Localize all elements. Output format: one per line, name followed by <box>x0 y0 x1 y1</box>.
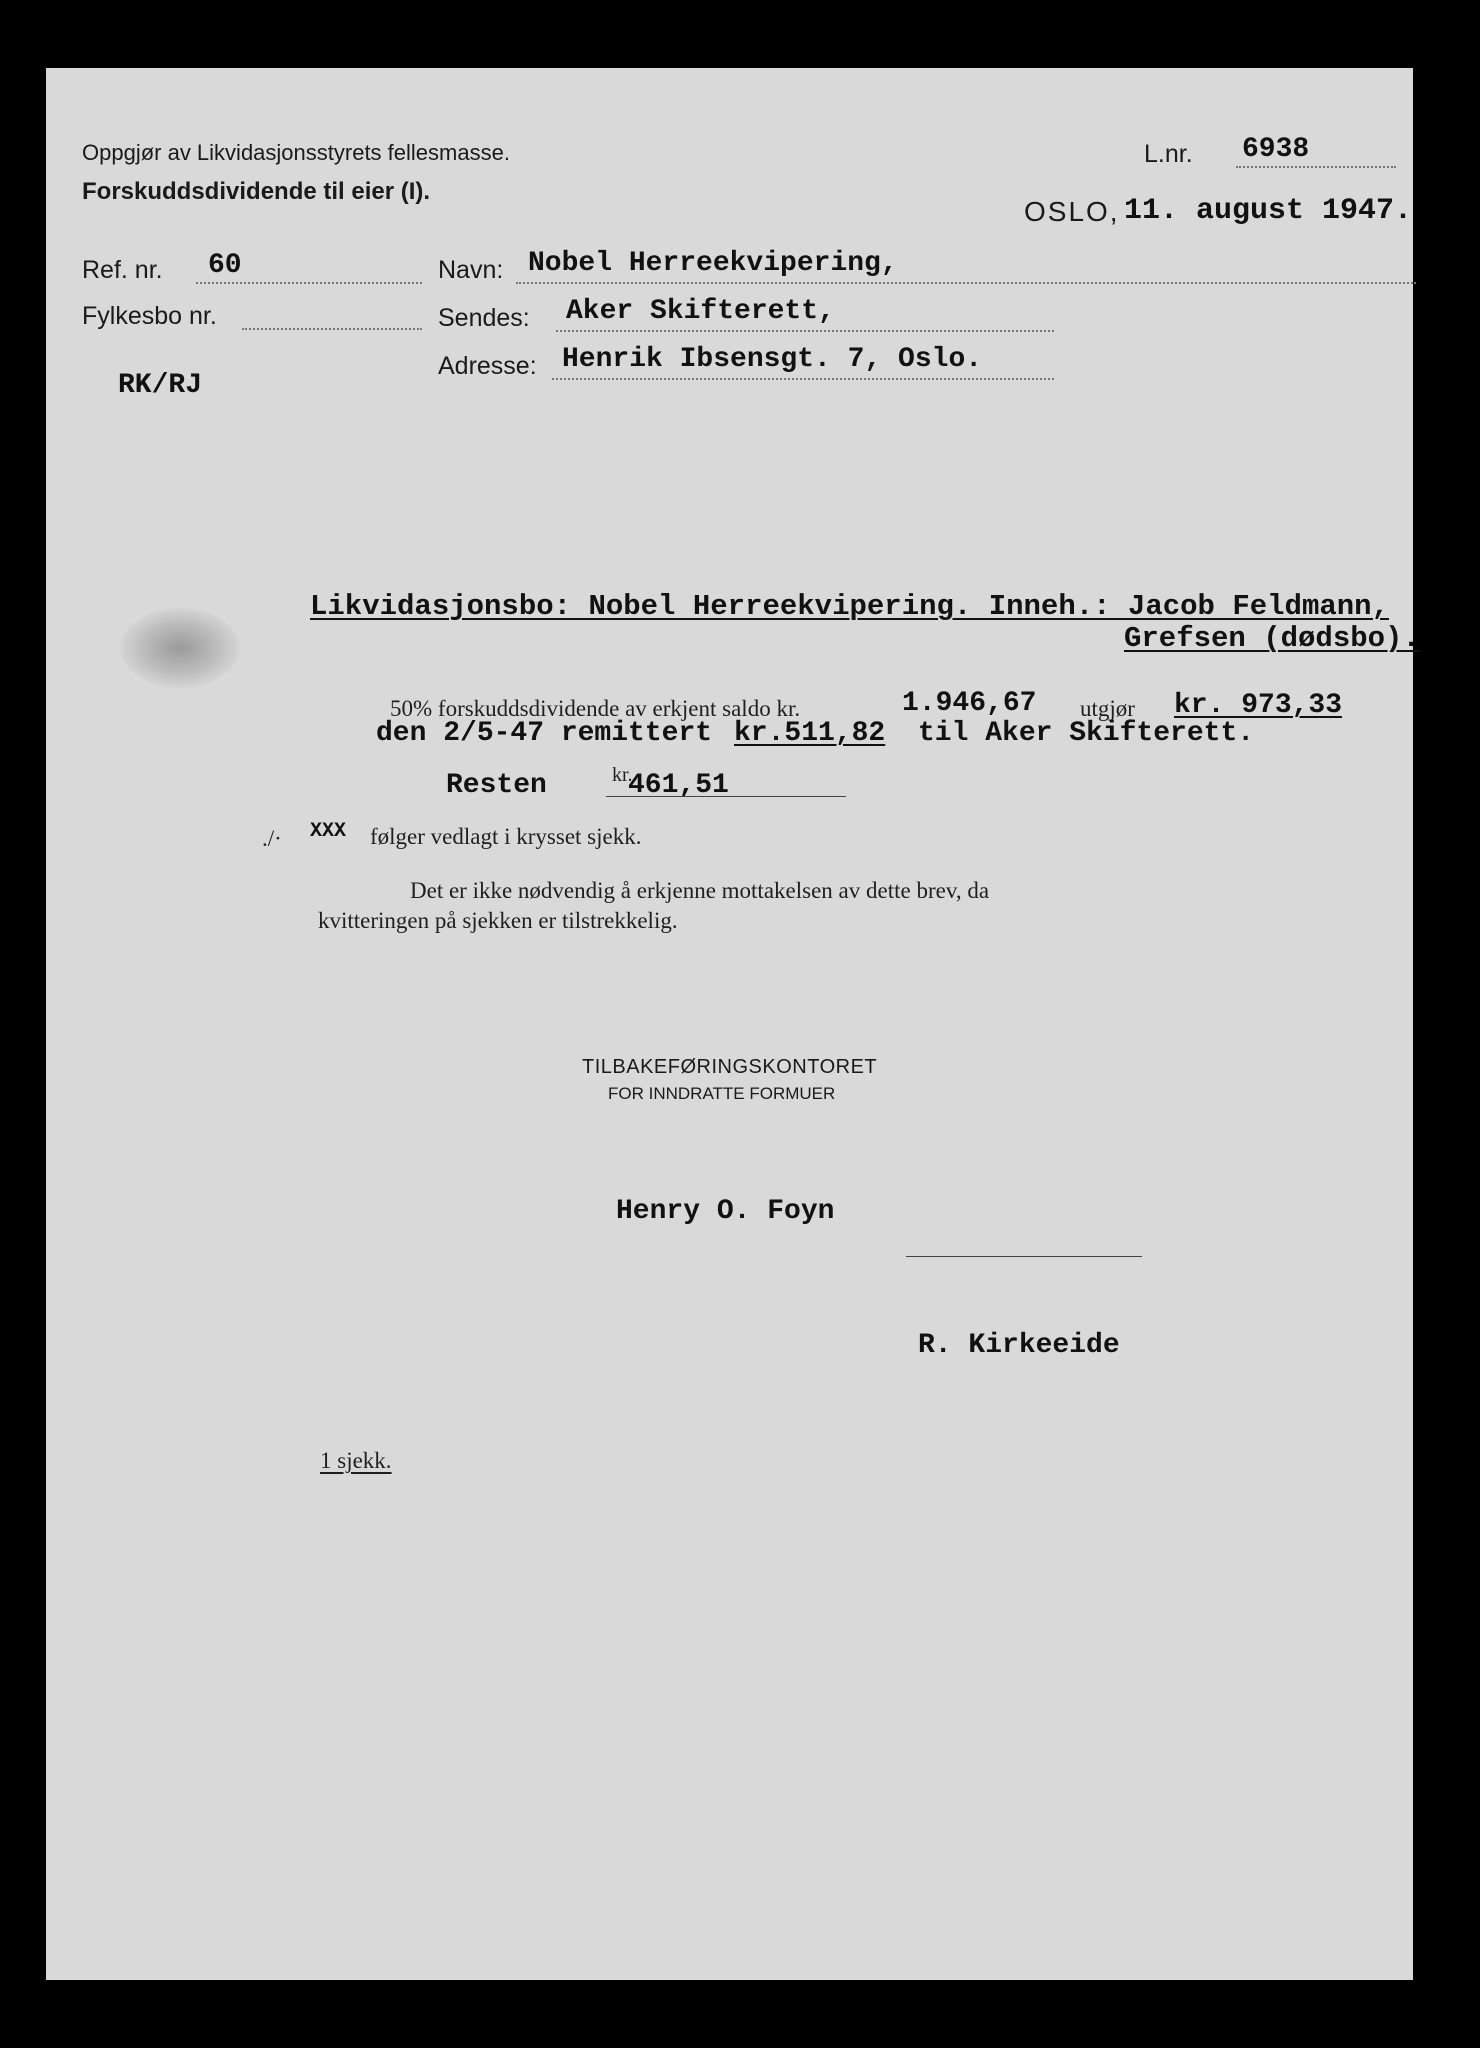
sendes-value: Aker Skifterett, <box>566 296 835 327</box>
saldo-value: 1.946,67 <box>902 688 1037 719</box>
navn-label: Navn: <box>438 256 504 284</box>
fylkesbo-label: Fylkesbo nr. <box>82 302 217 330</box>
lnr-value: 6938 <box>1242 134 1310 165</box>
rest-kr: kr. <box>612 764 633 786</box>
enclosed-text: følger vedlagt i krysset sjekk. <box>370 824 642 849</box>
rest-underline <box>606 796 846 797</box>
enclosure-note: 1 sjekk. <box>320 1448 392 1473</box>
fylkesbo-dotted-line <box>242 328 422 330</box>
date-value: 11. august 1947. <box>1124 194 1413 228</box>
sendes-dotted-line <box>556 330 1054 332</box>
header-line-2: Forskuddsdividende til eier (I). <box>82 178 431 205</box>
utgjor-label: utgjør <box>1080 696 1135 721</box>
note-line-2: kvitteringen på sjekken er tilstrekkelig. <box>318 908 678 933</box>
dividend-amount: kr. 973,33 <box>1174 690 1343 721</box>
remit-amount: kr.511,82 <box>734 718 886 749</box>
office-line-2: FOR INNDRATTE FORMUER <box>608 1084 836 1103</box>
document-page <box>46 68 1420 1980</box>
city-label: OSLO, <box>1024 196 1120 227</box>
signature-line <box>906 1256 1142 1257</box>
struck-out-text: XXX <box>310 820 347 843</box>
office-line-1: TILBAKEFØRINGSKONTORET <box>582 1056 878 1078</box>
lnr-dotted-line <box>1236 166 1396 168</box>
estate-line-1: Likvidasjonsbo: Nobel Herreekvipering. Inneh.: Jacob Feldmann, <box>310 590 1389 623</box>
dividend-text: 50% forskuddsdividende av erkjent saldo kr. <box>390 696 801 721</box>
enclosure-mark: ./· <box>262 826 282 851</box>
signature-second: R. Kirkeeide <box>918 1330 1120 1361</box>
header-line-1: Oppgjør av Likvidasjonsstyrets fellesmasse. <box>82 140 510 165</box>
rest-label: Resten <box>446 770 547 801</box>
ref-label: Ref. nr. <box>82 256 163 284</box>
ref-value: 60 <box>208 250 242 281</box>
navn-value: Nobel Herreekvipering, <box>528 248 898 279</box>
rest-value: 461,51 <box>628 770 729 801</box>
adresse-value: Henrik Ibsensgt. 7, Oslo. <box>562 344 983 375</box>
ref-dotted-line <box>196 282 422 284</box>
adresse-dotted-line <box>552 378 1054 380</box>
remit-prefix: den 2/5-47 remittert <box>376 718 713 749</box>
navn-dotted-line <box>516 282 1416 284</box>
signature-first: Henry O. Foyn <box>616 1196 835 1227</box>
adresse-label: Adresse: <box>438 352 537 380</box>
remit-suffix: til Aker Skifterett. <box>918 718 1255 749</box>
stain-mark <box>120 608 240 688</box>
sendes-label: Sendes: <box>438 304 530 332</box>
note-line-1: Det er ikke nødvendig å erkjenne mottakelsen av dette brev, da <box>410 878 990 903</box>
initials: RK/RJ <box>118 370 203 401</box>
lnr-label: L.nr. <box>1144 140 1193 168</box>
estate-line-2: Grefsen (dødsbo). <box>1124 622 1420 655</box>
